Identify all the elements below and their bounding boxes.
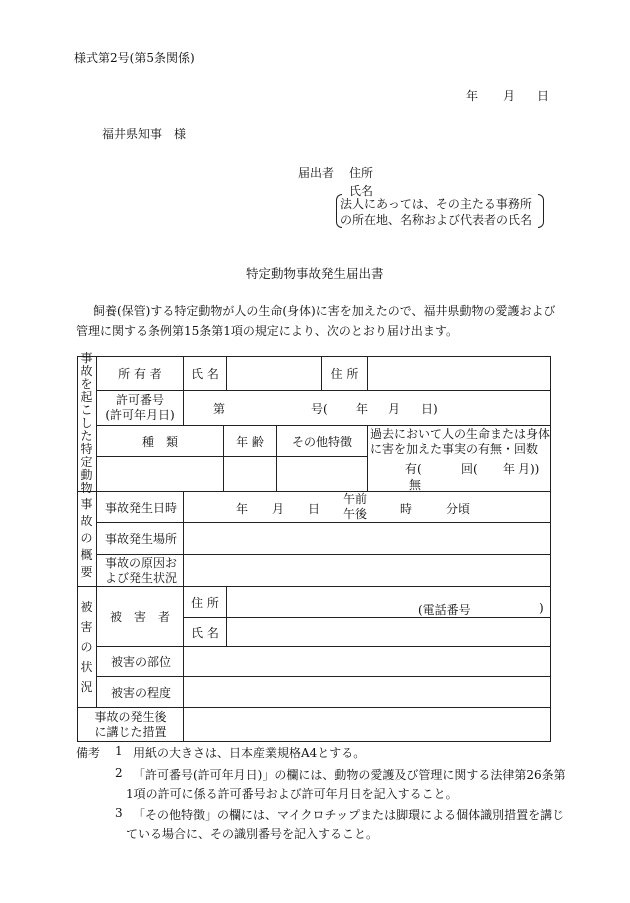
- permit-dai: 第: [213, 401, 226, 416]
- section-animal-char: 起: [80, 390, 93, 404]
- section-damage-char: 被: [80, 599, 93, 614]
- section-damage-char: 況: [80, 679, 93, 694]
- occurrence-minute: 分頃: [446, 502, 471, 516]
- section-animal-char: た: [80, 429, 93, 443]
- section-animal-char: 定: [80, 455, 93, 469]
- section-accident-char: の: [80, 531, 93, 545]
- permit-go: 号(: [311, 401, 328, 416]
- note2-number: 2: [115, 766, 123, 780]
- phone-close: ): [539, 601, 544, 615]
- note-bracket-right: [538, 194, 544, 228]
- kind-label: 種 類: [141, 434, 178, 449]
- section-animal-char: 故: [80, 364, 93, 378]
- pm-label: 午後: [343, 507, 368, 521]
- note3-number: 3: [115, 806, 123, 820]
- section-damage-char: 害: [80, 619, 93, 634]
- intro-line1: 飼養(保管)する特定動物が人の生命(身体)に害を加えたので、福井県動物の愛護および: [93, 304, 556, 318]
- injury-part-field[interactable]: [184, 647, 550, 676]
- corp-note-line1: 法人にあっては、その主たる事務所: [340, 197, 532, 211]
- occurrence-hour: 時: [400, 502, 413, 516]
- date-day: 日: [537, 89, 550, 103]
- permit-field[interactable]: [184, 391, 550, 425]
- other-feature-field[interactable]: [277, 457, 367, 491]
- past-incident-line1: 過去において人の生命または身体: [370, 427, 551, 441]
- kind-field[interactable]: [97, 457, 223, 491]
- permit-label-line2: (許可年月日): [105, 408, 175, 422]
- cause-label: [105, 555, 183, 586]
- section-animal-char: 物: [80, 481, 93, 495]
- permit-label: [97, 391, 183, 425]
- note3-text-line2: ている場合に、その識別番号を記入すること。: [126, 827, 379, 841]
- owner-address-label: 住 所: [330, 367, 359, 381]
- measures-label: [78, 708, 183, 741]
- addressee: 福井県知事 様: [102, 127, 187, 141]
- occurrence-place-label: 事故発生場所: [105, 532, 178, 546]
- owner-name-label: 氏 名: [191, 367, 219, 381]
- past-incident-line2: に害を加えた事実の有無・回数: [370, 442, 539, 456]
- phone-label: (電話番号: [418, 603, 471, 617]
- notes-label: 備考: [76, 746, 101, 760]
- owner-label: 所 有 者: [118, 367, 162, 381]
- section-animal-char: を: [80, 377, 93, 391]
- intro-line2: 管理に関する条例第15条第1項の規定により、次のとおり届け出ます。: [76, 324, 458, 338]
- past-count: 回(: [461, 462, 478, 476]
- cause-label-line1: 事故の原因お: [105, 555, 178, 570]
- occurrence-year: 年: [236, 502, 249, 516]
- victim-address-label: 住 所: [191, 595, 219, 610]
- past-year: 年: [503, 462, 516, 476]
- am-label: 午前: [343, 492, 368, 506]
- form-number: 様式第2号(第5条関係): [74, 51, 195, 65]
- past-incident-label: [370, 426, 550, 458]
- victim-label: 被 害 者: [109, 610, 170, 624]
- note1-number: 1: [115, 744, 123, 758]
- cause-label-line2: よび発生状況: [105, 570, 178, 585]
- age-field[interactable]: [224, 457, 276, 491]
- victim-name-label: 氏 名: [191, 625, 219, 640]
- injury-degree-label: 被害の程度: [111, 685, 172, 700]
- section-animal-char: こ: [80, 403, 93, 417]
- permit-month: 月: [388, 401, 401, 416]
- document-title: 特定動物事故発生届出書: [246, 266, 384, 281]
- past-no: 無: [409, 478, 422, 492]
- occurrence-month: 月: [272, 502, 285, 516]
- cause-field[interactable]: [184, 555, 550, 586]
- occurrence-datetime-label: 事故発生日時: [105, 500, 178, 515]
- past-yes: 有(: [405, 462, 422, 476]
- past-month: 月)): [518, 462, 540, 476]
- section-animal-label: [77, 351, 96, 495]
- section-accident-label: [77, 491, 96, 586]
- note2-text-line2: 1項の許可に係る許可番号および許可年月日を記入すること。: [126, 787, 458, 801]
- measures-label-line2: に講じた措置: [94, 724, 167, 739]
- section-damage-label: [77, 586, 96, 707]
- date-year: 年: [466, 89, 479, 103]
- permit-day: 日): [421, 401, 438, 416]
- section-animal-char: し: [80, 416, 93, 430]
- section-animal-char: 動: [80, 468, 93, 482]
- note2-text-line1: 「許可番号(許可年月日)」の欄には、動物の愛護及び管理に関する法律第26条第: [133, 768, 566, 782]
- section-animal-char: 事: [80, 351, 93, 365]
- section-accident-char: 故: [80, 514, 93, 528]
- owner-address-field[interactable]: [368, 357, 550, 390]
- permit-label-line1: 許可番号: [115, 393, 164, 407]
- victim-name-field[interactable]: [227, 618, 550, 646]
- corp-note-line2: の所在地、名称および代表者の氏名: [340, 213, 533, 227]
- note3-text-line1: 「その他特徴」の欄には、マイクロチップまたは脚環による個体識別措置を講じ: [133, 808, 565, 822]
- owner-name-field[interactable]: [227, 357, 321, 390]
- age-label: 年 齢: [236, 434, 264, 449]
- permit-year: 年: [356, 401, 369, 416]
- section-damage-char: 状: [80, 659, 93, 674]
- section-animal-char: 特: [80, 442, 93, 456]
- section-accident-char: 概: [80, 548, 93, 562]
- section-accident-char: 事: [80, 497, 93, 511]
- applicant-label: 届出者: [298, 166, 335, 180]
- applicant-name-label: 氏名: [349, 184, 374, 198]
- measures-field[interactable]: [184, 708, 550, 741]
- applicant-address-label: 住所: [349, 166, 374, 180]
- other-feature-label: その他特徴: [291, 434, 352, 449]
- measures-label-line1: 事故の発生後: [94, 709, 167, 724]
- victim-address-field[interactable]: [227, 587, 550, 617]
- occurrence-place-field[interactable]: [184, 523, 550, 554]
- injury-part-label: 被害の部位: [111, 655, 172, 669]
- section-accident-char: 要: [80, 565, 93, 579]
- occurrence-day: 日: [308, 502, 321, 516]
- note1-text: 用紙の大きさは、日本産業規格A4とする。: [133, 746, 366, 760]
- section-damage-char: の: [80, 639, 93, 654]
- date-month: 月: [503, 89, 516, 103]
- injury-degree-field[interactable]: [184, 677, 550, 707]
